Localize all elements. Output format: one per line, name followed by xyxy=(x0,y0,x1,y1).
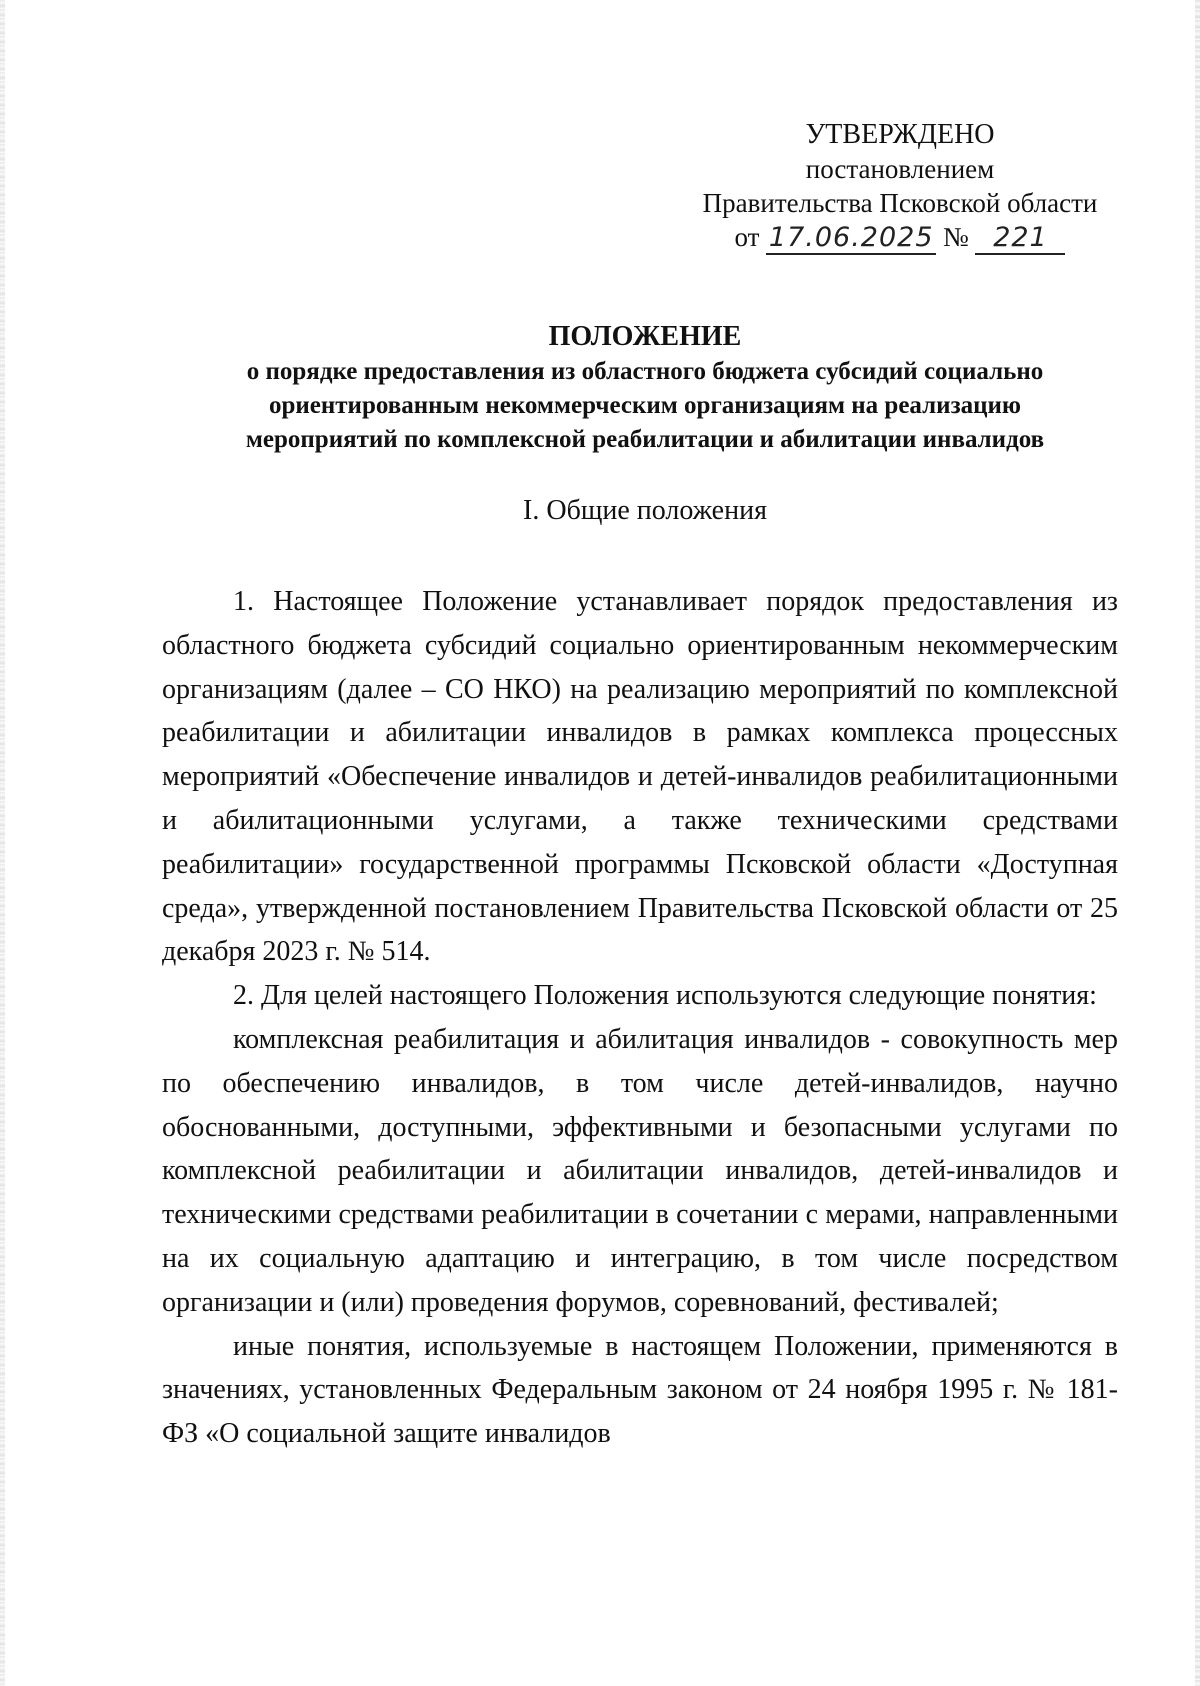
approval-title: УТВЕРЖДЕНО xyxy=(805,119,995,150)
document-body xyxy=(162,580,1118,1456)
paragraph-other-terms: иные понятия, используемые в настоящем Положении, применяются в значениях, установленных Федеральным законом от 24 ноября 1995 г. № 181-ФЗ «О социальной защите инвалидов xyxy=(162,1330,1118,1450)
approval-date-prefix: от xyxy=(734,222,760,252)
approval-number-handwritten: 221 xyxy=(975,223,1065,255)
document-subtitle-line-2: ориентированным некоммерческим организациям на реализацию xyxy=(268,392,1022,419)
scan-edge-right xyxy=(1195,0,1200,1686)
scan-edge-left xyxy=(0,0,5,1686)
paragraph-2: 2. Для целей настоящего Положения используются следующие понятия: xyxy=(233,980,1097,1012)
approval-number-sign: № xyxy=(942,222,969,252)
section-title: I. Общие положения xyxy=(523,495,767,526)
document-title: ПОЛОЖЕНИЕ xyxy=(548,321,742,352)
document-subtitle-line-1: о порядке предоставления из областного бюджета субсидий социально xyxy=(246,358,1044,385)
document-heading xyxy=(160,320,1130,456)
approval-block xyxy=(670,118,1130,255)
approval-line-resolution: постановлением xyxy=(805,154,995,184)
approval-line-government: Правительства Псковской области xyxy=(702,188,1098,218)
paragraph-1: 1. Настоящее Положение устанавливает порядок предоставления из областного бюджета субсидий социально ориентированным некоммерческим организациям (далее – СО НКО) на реализацию мероприятий по комплексной реабилитации и абилитации инвалидов в рамках комплекса процессных мероприятий «Обеспечение инвалидов и детей-инвалидов реабилитационными и абилитационными услугами, а также техническими средствами реабилитации» государственной программы Псковской области «Доступная среда», утвержденной постановлением Правительства Псковской области от 25 декабря 2023 г. № 514. xyxy=(162,586,1118,968)
approval-date-handwritten: 17.06.2025 xyxy=(766,223,936,255)
document-subtitle-line-3: мероприятий по комплексной реабилитации и абилитации инвалидов xyxy=(245,426,1045,453)
approval-date-line xyxy=(670,220,1130,255)
paragraph-definition: комплексная реабилитация и абилитация инвалидов - совокупность мер по обеспечению инвалидов, в том числе детей-инвалидов, научно обоснованными, доступными, эффективными и безопасными услугами по комплексной реабилитации и абилитации инвалидов, детей-инвалидов и техническими средствами реабилитации в сочетании с мерами, направленными на их социальную адаптацию и интеграцию, в том числе посредством организации и (или) проведения форумов, соревнований, фестивалей; xyxy=(162,1023,1118,1318)
